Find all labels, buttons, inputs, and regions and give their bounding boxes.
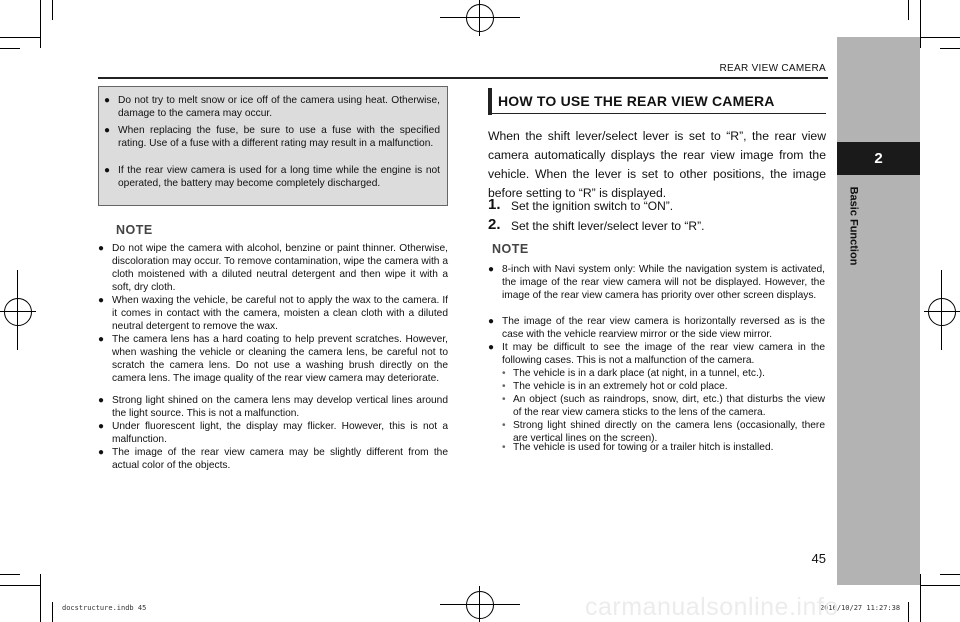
note-sub-item — [502, 367, 825, 380]
registration-mark — [928, 298, 956, 326]
step-number: 1. — [488, 196, 501, 213]
registration-mark — [479, 0, 480, 36]
bullet-icon: ● — [104, 125, 111, 136]
note-item-text: 8-inch with Navi system only: While the navigation system is activated, the image of the rear view camera will not be displayed. However, the image of the rear view camera has priority over other screen displays. — [502, 264, 825, 301]
note-item-text: Do not wipe the camera with alcohol, benzine or paint thinner. Otherwise, discoloration may occur. To remove contamination, wipe the camera with a cloth moistened with a diluted neutral detergent and then wipe it with a soft, dry cloth. — [112, 243, 448, 293]
crop-mark — [40, 0, 41, 48]
note-sub-item-text: An object (such as raindrops, snow, dirt, etc.) that disturbs the view of the rear view camera sticks to the lens of the camera. — [513, 394, 825, 418]
note-item-text: The image of the rear view camera may be slightly different from the actual color of the objects. — [112, 447, 448, 471]
sub-bullet-icon: • — [502, 381, 506, 392]
crop-mark — [940, 574, 960, 575]
note-heading: NOTE — [116, 223, 153, 237]
bullet-icon: ● — [104, 95, 111, 106]
note-item — [98, 420, 448, 446]
header-rule — [98, 77, 828, 79]
registration-mark — [941, 270, 942, 350]
registration-mark — [466, 4, 494, 32]
registration-mark — [0, 311, 36, 312]
crop-mark — [920, 574, 921, 622]
caution-item-text: When replacing the fuse, be sure to use a fuse with the specified rating. Use of a fuse with a different rating may result in a malfunction. — [118, 125, 440, 149]
step-text: Set the shift lever/select lever to “R”. — [511, 219, 705, 233]
note-item — [488, 263, 825, 302]
section-title: HOW TO USE THE REAR VIEW CAMERA — [498, 93, 775, 109]
crop-mark — [0, 585, 40, 586]
registration-mark — [924, 311, 960, 312]
bullet-icon: ● — [104, 165, 111, 176]
registration-mark — [440, 604, 520, 605]
sub-bullet-icon: • — [502, 368, 506, 379]
bullet-icon: ● — [98, 295, 105, 306]
bullet-icon: ● — [98, 447, 105, 458]
bullet-icon: ● — [98, 334, 105, 345]
step-number: 2. — [488, 216, 501, 233]
chapter-tab — [837, 37, 920, 585]
section-rule — [492, 113, 826, 114]
crop-mark — [52, 0, 53, 20]
caution-item-text: Do not try to melt snow or ice off of the camera using heat. Otherwise, damage to the camera may occur. — [118, 95, 440, 119]
registration-mark — [17, 270, 18, 350]
note-item-text: When waxing the vehicle, be careful not to apply the wax to the camera. If it comes in contact with the camera, moisten a clean cloth with a diluted neutral detergent to remove the wax. — [112, 295, 448, 332]
crop-mark — [0, 48, 20, 49]
note-sub-item-text: The vehicle is in an extremely hot or cold place. — [513, 381, 728, 392]
registration-mark — [440, 17, 520, 18]
chapter-number: 2 — [837, 142, 920, 175]
running-header: REAR VIEW CAMERA — [719, 63, 826, 74]
note-sub-item — [502, 441, 825, 454]
crop-mark — [920, 0, 921, 48]
note-item-text: The image of the rear view camera is horizontally reversed as is the case with the vehicle rearview mirror or the side view mirror. — [502, 316, 825, 340]
sub-bullet-icon: • — [502, 394, 506, 405]
section-title-bar — [488, 88, 492, 115]
note-sub-item-text: The vehicle is in a dark place (at night, in a tunnel, etc.). — [513, 368, 765, 379]
crop-mark — [40, 574, 41, 622]
note-sub-item — [502, 380, 825, 393]
chapter-label-text: Basic Function — [847, 186, 860, 266]
note-item-text: It may be difficult to see the image of the rear view camera in the following cases. This is not a malfunction of the camera. — [502, 342, 825, 366]
crop-mark — [908, 0, 909, 20]
print-footer-file: docstructure.indb 45 — [62, 604, 147, 612]
bullet-icon: ● — [488, 342, 495, 353]
caution-item-text: If the rear view camera is used for a long time while the engine is not operated, the battery may become completely discharged. — [118, 165, 440, 189]
note-item-text: Under fluorescent light, the display may flicker. However, this is not a malfunction. — [112, 421, 448, 445]
section-intro: When the shift lever/select lever is set to “R”, the rear view camera automatically displays the rear view image from the vehicle. When the lever is set to other positions, the image before setting to “R” is displayed. — [488, 129, 826, 200]
crop-mark — [0, 37, 40, 38]
note-item-text: Strong light shined on the camera lens may develop vertical lines around the light source. This is not a malfunction. — [112, 395, 448, 419]
watermark: carmanualsonline.info — [585, 593, 839, 621]
step-text: Set the ignition switch to “ON”. — [511, 199, 674, 213]
crop-mark — [0, 574, 20, 575]
bullet-icon: ● — [98, 243, 105, 254]
note-heading: NOTE — [492, 242, 529, 256]
sub-bullet-icon: • — [502, 442, 506, 453]
note-item — [98, 294, 448, 333]
note-sub-item-text: The vehicle is used for towing or a trailer hitch is installed. — [513, 442, 774, 453]
crop-mark — [920, 37, 960, 38]
chapter-label — [846, 180, 860, 275]
note-item — [98, 333, 448, 385]
caution-item — [104, 124, 440, 150]
note-sub-item-text: Strong light shined directly on the camera lens (occasionally, there are vertical lines on the screen). — [513, 420, 825, 444]
sub-bullet-icon: • — [502, 420, 506, 431]
caution-item — [104, 94, 440, 120]
crop-mark — [52, 602, 53, 622]
print-footer-date: 2016/10/27 11:27:38 — [820, 604, 901, 612]
bullet-icon: ● — [98, 395, 105, 406]
registration-mark — [4, 298, 32, 326]
page-number: 45 — [811, 551, 826, 566]
note-item — [98, 242, 448, 294]
note-item — [98, 446, 448, 472]
bullet-icon: ● — [488, 264, 495, 275]
crop-mark — [940, 48, 960, 49]
bullet-icon: ● — [98, 421, 105, 432]
bullet-icon: ● — [488, 316, 495, 327]
note-item — [488, 315, 825, 341]
crop-mark — [920, 585, 960, 586]
note-item — [98, 394, 448, 420]
note-sub-item — [502, 393, 825, 419]
crop-mark — [908, 602, 909, 622]
caution-item — [104, 164, 440, 190]
note-item-text: The camera lens has a hard coating to help prevent scratches. However, when washing the vehicle or cleaning the camera lens, be careful not to scratch the camera lens. Do not use a washing brush directly on the camera lens. The image quality of the rear view camera may deteriorate. — [112, 334, 448, 384]
registration-mark — [466, 591, 494, 619]
note-item — [488, 341, 825, 367]
